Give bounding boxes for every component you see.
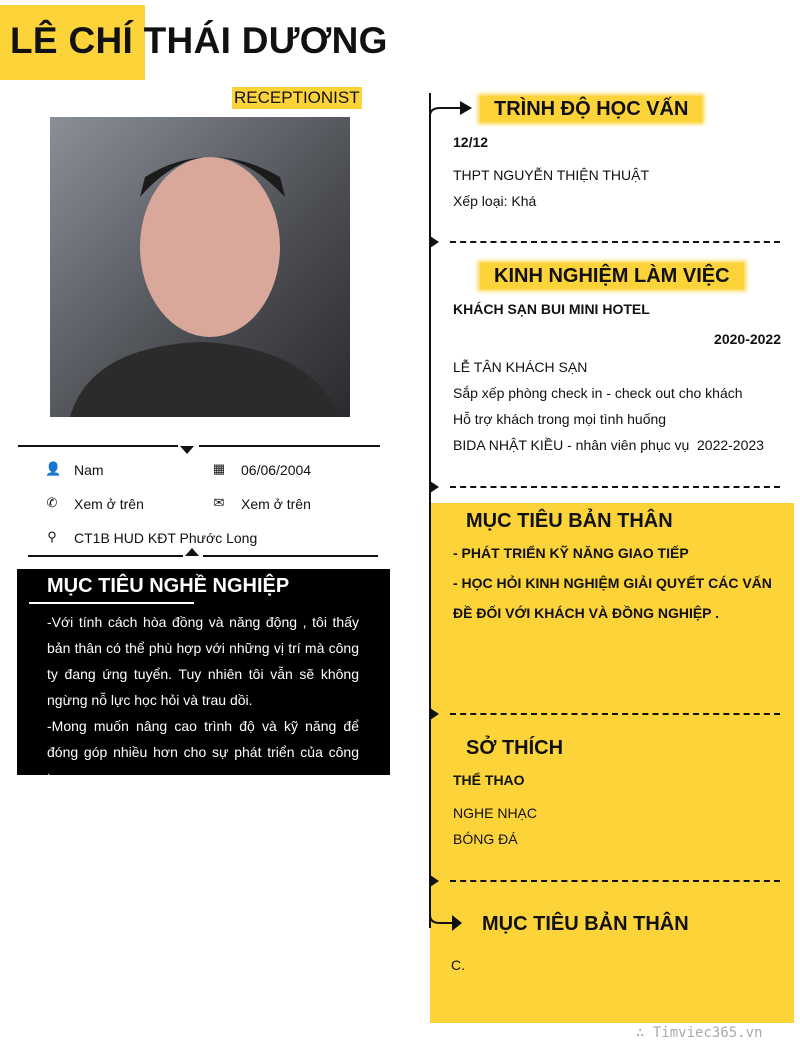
- dashed-divider: [450, 713, 780, 715]
- personal-goal-title: MỤC TIÊU BẢN THÂN: [466, 510, 673, 532]
- extra-job: BIDA NHẬT KIỀU - nhân viên phục vụ: [453, 437, 690, 453]
- divider: [199, 445, 380, 447]
- user-icon: 👤: [45, 461, 62, 476]
- divider: [203, 555, 378, 557]
- personal-goal2-text: C.: [451, 957, 465, 973]
- section-title: MỤC TIÊU NGHỀ NGHIỆP: [47, 575, 290, 597]
- goal-line: -Với tính cách hòa đồng và năng động , tôi thấy bản thân có thể phù hợp với những vị trí mà công ty đang ứng tuyển. Tuy nhiên tôi vẫn sẽ không ngừng nỗ lực học hỏi và trau dồi.: [47, 614, 359, 708]
- triangle-down-icon: [180, 446, 194, 454]
- envelope-icon: ✉: [213, 495, 225, 510]
- education-rank: Xếp loại: Khá: [453, 193, 537, 209]
- extra-job-period: 2022-2023: [697, 437, 764, 453]
- personal-goal-line: - PHÁT TRIỂN KỸ NĂNG GIAO TIẾP: [453, 545, 689, 561]
- company-name: KHÁCH SẠN BUI MINI HOTEL: [453, 301, 650, 317]
- hobby-item: BÓNG ĐÁ: [453, 831, 518, 847]
- education-title: TRÌNH ĐỘ HỌC VẤN: [480, 96, 702, 122]
- career-goal-section: [17, 569, 390, 786]
- hobby-item: THỂ THAO: [453, 772, 525, 788]
- personal-goal2-title: MỤC TIÊU BẢN THÂN: [482, 913, 689, 935]
- arrow-right-icon: [428, 98, 473, 128]
- personal-goal-line: - HỌC HỎI KINH NGHIỆM GIẢI QUYẾT CÁC VẤN: [453, 575, 772, 591]
- hobbies-title: SỞ THÍCH: [466, 737, 564, 759]
- timeline-marker-icon: [430, 481, 439, 493]
- personal-goal-line: ĐỀ ĐỐI VỚI KHÁCH VÀ ĐỒNG NGHIỆP .: [453, 605, 720, 621]
- watermark: ∴ Timviec365.vn: [636, 1025, 763, 1041]
- timeline-marker-icon: [430, 236, 439, 248]
- work-period: 2020-2022: [714, 331, 781, 347]
- experience-title: KINH NGHIỆM LÀM VIỆC: [480, 263, 744, 289]
- education-grade: 12/12: [453, 134, 489, 150]
- birthday-value: 06/06/2004: [241, 462, 312, 478]
- address-value: CT1B HUD KĐT Phước Long: [74, 530, 258, 546]
- job-task: Sắp xếp phòng check in - check out cho khách: [453, 385, 743, 401]
- person-silhouette-icon: [50, 117, 350, 417]
- career-goal-text: [47, 609, 359, 791]
- title-underline: [29, 602, 194, 604]
- dashed-divider: [450, 880, 780, 882]
- job-task: Hỗ trợ khách trong mọi tình huống: [453, 411, 667, 427]
- phone-value: Xem ở trên: [74, 496, 144, 512]
- profile-photo: [50, 117, 350, 417]
- divider: [28, 555, 183, 557]
- hobby-item: NGHE NHẠC: [453, 805, 538, 821]
- dashed-divider: [450, 486, 780, 488]
- job-position: LỄ TÂN KHÁCH SẠN: [453, 359, 588, 375]
- divider: [18, 445, 178, 447]
- dashed-divider: [450, 241, 780, 243]
- gender-value: Nam: [74, 462, 104, 478]
- map-marker-icon: ⚲: [47, 529, 57, 544]
- job-title: RECEPTIONIST: [234, 88, 360, 107]
- arrow-right-icon: [428, 895, 468, 940]
- email-value: Xem ở trên: [241, 496, 311, 512]
- phone-icon: ✆: [46, 495, 58, 510]
- calendar-icon: ▦: [212, 461, 226, 476]
- goal-line: -Mong muốn nâng cao trình độ và kỹ năng để đóng góp nhiều hơn cho sự phát triển của công ty.: [47, 718, 359, 786]
- triangle-up-icon: [185, 548, 199, 556]
- timeline-marker-icon: [430, 875, 439, 887]
- timeline-line: [429, 93, 431, 928]
- timeline-marker-icon: [430, 708, 439, 720]
- education-school: THPT NGUYỄN THIỆN THUẬT: [453, 167, 650, 183]
- full-name: LÊ CHÍ THÁI DƯƠNG: [10, 20, 388, 61]
